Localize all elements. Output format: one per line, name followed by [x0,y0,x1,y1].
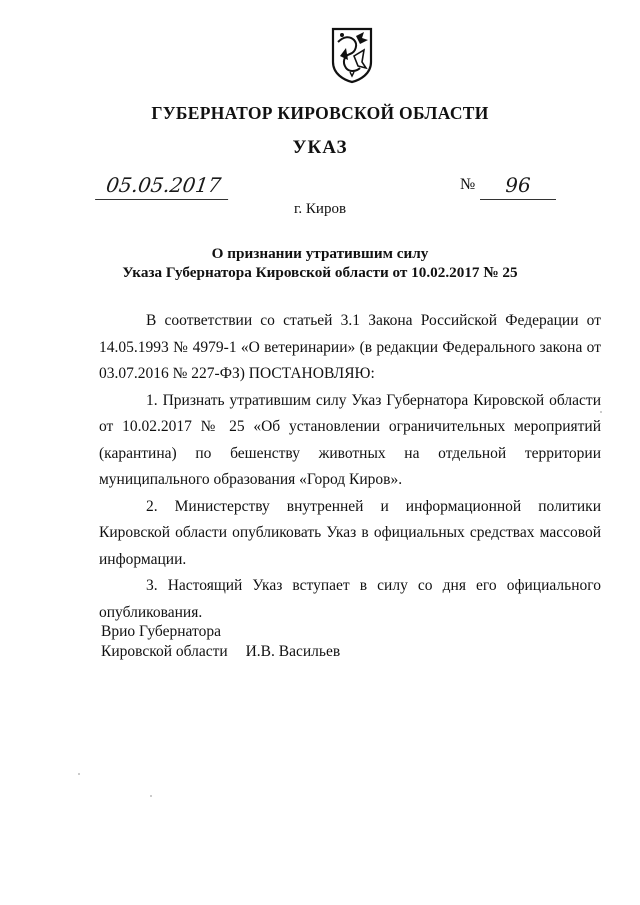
title-line-1: О признании утратившим силу [211,245,429,262]
scan-speck [78,773,80,775]
signatory-position-line-1: Врио Губернатора [101,623,221,640]
document-title [0,244,640,282]
signatory-position-line-2: Кировской области [101,642,228,660]
title-line-2: Указа Губернатора Кировской области от 10.02.2017 № 25 [122,264,518,281]
clause-1: 1. Признать утратившим силу Указ Губернатора Кировской области от 10.02.2017 № 25 «Об установлении ограничительных мероприятий (карантина) по бешенству животных на отдельной территории муниципального образования «Город Киров». [99,391,601,488]
scan-speck [600,411,602,413]
issuing-authority: ГУБЕРНАТОР КИРОВСКОЙ ОБЛАСТИ [151,103,489,123]
clause-2: 2. Министерству внутренней и информационной политики Кировской области опубликовать Указ в официальных средствах массовой информации. [99,497,601,568]
document-type: УКАЗ [292,137,348,158]
signatory-name: И.В. Васильев [245,642,341,660]
city: г. Киров [293,201,347,217]
document-number: 96 [480,172,556,200]
signatory-line-2 [101,642,340,662]
clause-3: 3. Настоящий Указ вступает в силу со дня его официального опубликования. [99,577,601,621]
document-date: 05.05.2017 [95,172,232,200]
number-label: № [460,176,476,193]
scan-speck [150,795,152,797]
document-body [99,308,601,626]
preamble-paragraph: В соответствии со статьей 3.1 Закона Российской Федерации от 14.05.1993 № 4979-1 «О ветеринарии» (в редакции Федерального закона от 03.07.2016 № 227-ФЗ) ПОСТАНОВЛЯЮ: [99,312,601,382]
coat-of-arms-icon [330,26,374,84]
signature-block [101,622,340,661]
